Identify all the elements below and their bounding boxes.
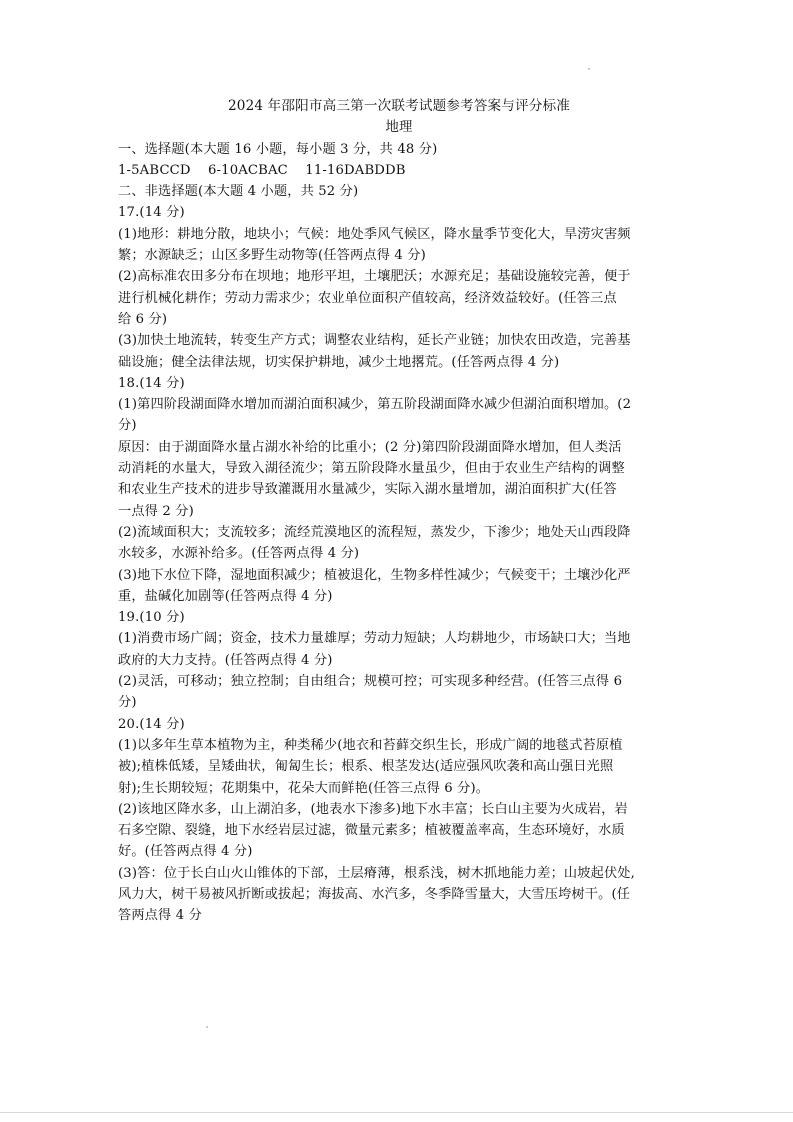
text-line: (1)以多年生草本植物为主，种类稀少(地衣和苔藓交织生长，形成广阔的地毯式苔原植 <box>118 737 623 753</box>
q20-part1 <box>118 735 680 799</box>
text-line: 一点得 2 分) <box>118 503 194 519</box>
text-line: 繁；水源缺乏；山区多野生动物等(任答两点得 4 分) <box>118 248 426 264</box>
answer-sheet <box>118 96 680 927</box>
nonchoice-section-heading: 二、非选择题(本大题 4 小题，共 52 分) <box>118 184 359 200</box>
text-line: (2)灵活，可移动；独立控制；自由组合；规模可控；可实现多种经营。(任答三点得 6 <box>118 674 623 690</box>
text-line: 被);植株低矮，呈矮曲状，匍匐生长；根系、根茎发达(适应强风吹袭和高山强日光照 <box>118 759 614 775</box>
q19-part2 <box>118 671 680 714</box>
text-line: (1)第四阶段湖面降水增加而湖泊面积减少，第五阶段湖面降水减少但湖泊面积增加。(2 <box>118 397 632 413</box>
text-line: 和农业生产技术的进步导致灌溉用水量减少，实际入湖水量增加，湖泊面积扩大(任答 <box>118 482 617 498</box>
text-line: (2)该地区降水多，山上湖泊多，(地表水下渗多)地下水丰富；长白山主要为火成岩，岩 <box>118 801 628 817</box>
q20-part2 <box>118 799 680 863</box>
q18-part1 <box>118 394 680 437</box>
text-line: 答两点得 4 分 <box>118 908 202 924</box>
choice-answers: 1-5ABCCD 6-10ACBAC 11-16DABDDB <box>118 162 406 178</box>
text-line: 分) <box>118 418 137 434</box>
q17-part1 <box>118 224 680 267</box>
q17-part2 <box>118 266 680 330</box>
text-line: 水较多，水源补给多。(任答两点得 4 分) <box>118 546 360 562</box>
text-line: 础设施；健全法律法规，切实保护耕地，减少土地撂荒。(任答两点得 4 分) <box>118 354 560 370</box>
text-line: (2)高标准农田多分布在坝地；地形平坦，土壤肥沃；水源充足；基础设施较完善，便于 <box>118 269 631 285</box>
q19-part1 <box>118 628 680 671</box>
q19-heading: 19.(10 分) <box>118 610 185 626</box>
text-line: (1)地形：耕地分散，地块小；气候：地处季风气候区，降水量季节变化大，旱涝灾害频 <box>118 226 631 242</box>
text-line: 进行机械化耕作；劳动力需求少；农业单位面积产值较高，经济效益较好。(任答三点 <box>118 290 617 306</box>
q20-heading: 20.(14 分) <box>118 716 185 732</box>
text-line: 动消耗的水量大，导致入湖径流少；第五阶段降水量虽少，但由于农业生产结构的调整 <box>118 461 625 477</box>
text-line: 政府的大力支持。(任答两点得 4 分) <box>118 652 333 668</box>
scan-speck-bottom <box>206 1026 208 1028</box>
text-line: 风力大，树干易被风折断或拔起；海拔高、水汽多，冬季降雪量大，大雪压垮树干。(任 <box>118 886 631 902</box>
text-line: 好。(任答两点得 4 分) <box>118 844 253 860</box>
q17-part3 <box>118 330 680 373</box>
q18-part3 <box>118 565 680 608</box>
q18-heading: 18.(14 分) <box>118 375 185 391</box>
q17-heading: 17.(14 分) <box>118 205 185 221</box>
page-bottom-edge <box>0 1112 793 1113</box>
text-line: 原因：由于湖面降水量占湖水补给的比重小；(2 分)第四阶段湖面降水增加，但人类活 <box>118 439 622 455</box>
text-line: 射);生长期较短；花期集中，花朵大而鲜艳(任答三点得 6 分)。 <box>118 780 490 796</box>
text-line: (3)加快土地流转，转变生产方式；调整农业结构，延长产业链；加快农田改造，完善基 <box>118 333 631 349</box>
text-line: (1)消费市场广阔；资金，技术力量雄厚；劳动力短缺；人均耕地少，市场缺口大；当地 <box>118 631 631 647</box>
text-line: 石多空隙、裂缝，地下水经岩层过滤，微量元素多；植被覆盖率高，生态环境好，水质 <box>118 823 625 839</box>
q18-part2 <box>118 522 680 565</box>
text-line: (2)流域面积大；支流较多；流经荒漠地区的流程短，蒸发少，下渗少；地处天山西段降 <box>118 524 631 540</box>
scan-speck-top <box>588 68 590 70</box>
text-line: 重，盐碱化加剧等(任答两点得 4 分) <box>118 588 333 604</box>
q18-reason <box>118 437 680 522</box>
choice-section-heading: 一、选择题(本大题 16 小题，每小题 3 分，共 48 分) <box>118 141 438 157</box>
text-line: 分) <box>118 695 137 711</box>
text-line: 给 6 分) <box>118 311 168 327</box>
text-line: (3)答：位于长白山火山锥体的下部，土层瘠薄，根系浅，树木抓地能力差；山坡起伏处, <box>118 865 635 881</box>
q20-part3 <box>118 863 680 927</box>
subject-title: 地理 <box>385 120 413 136</box>
text-line: (3)地下水位下降，湿地面积减少；植被退化，生物多样性减少；气候变干；土壤沙化严 <box>118 567 631 583</box>
document-title: 2024 年邵阳市高三第一次联考试题参考答案与评分标准 <box>227 98 571 114</box>
